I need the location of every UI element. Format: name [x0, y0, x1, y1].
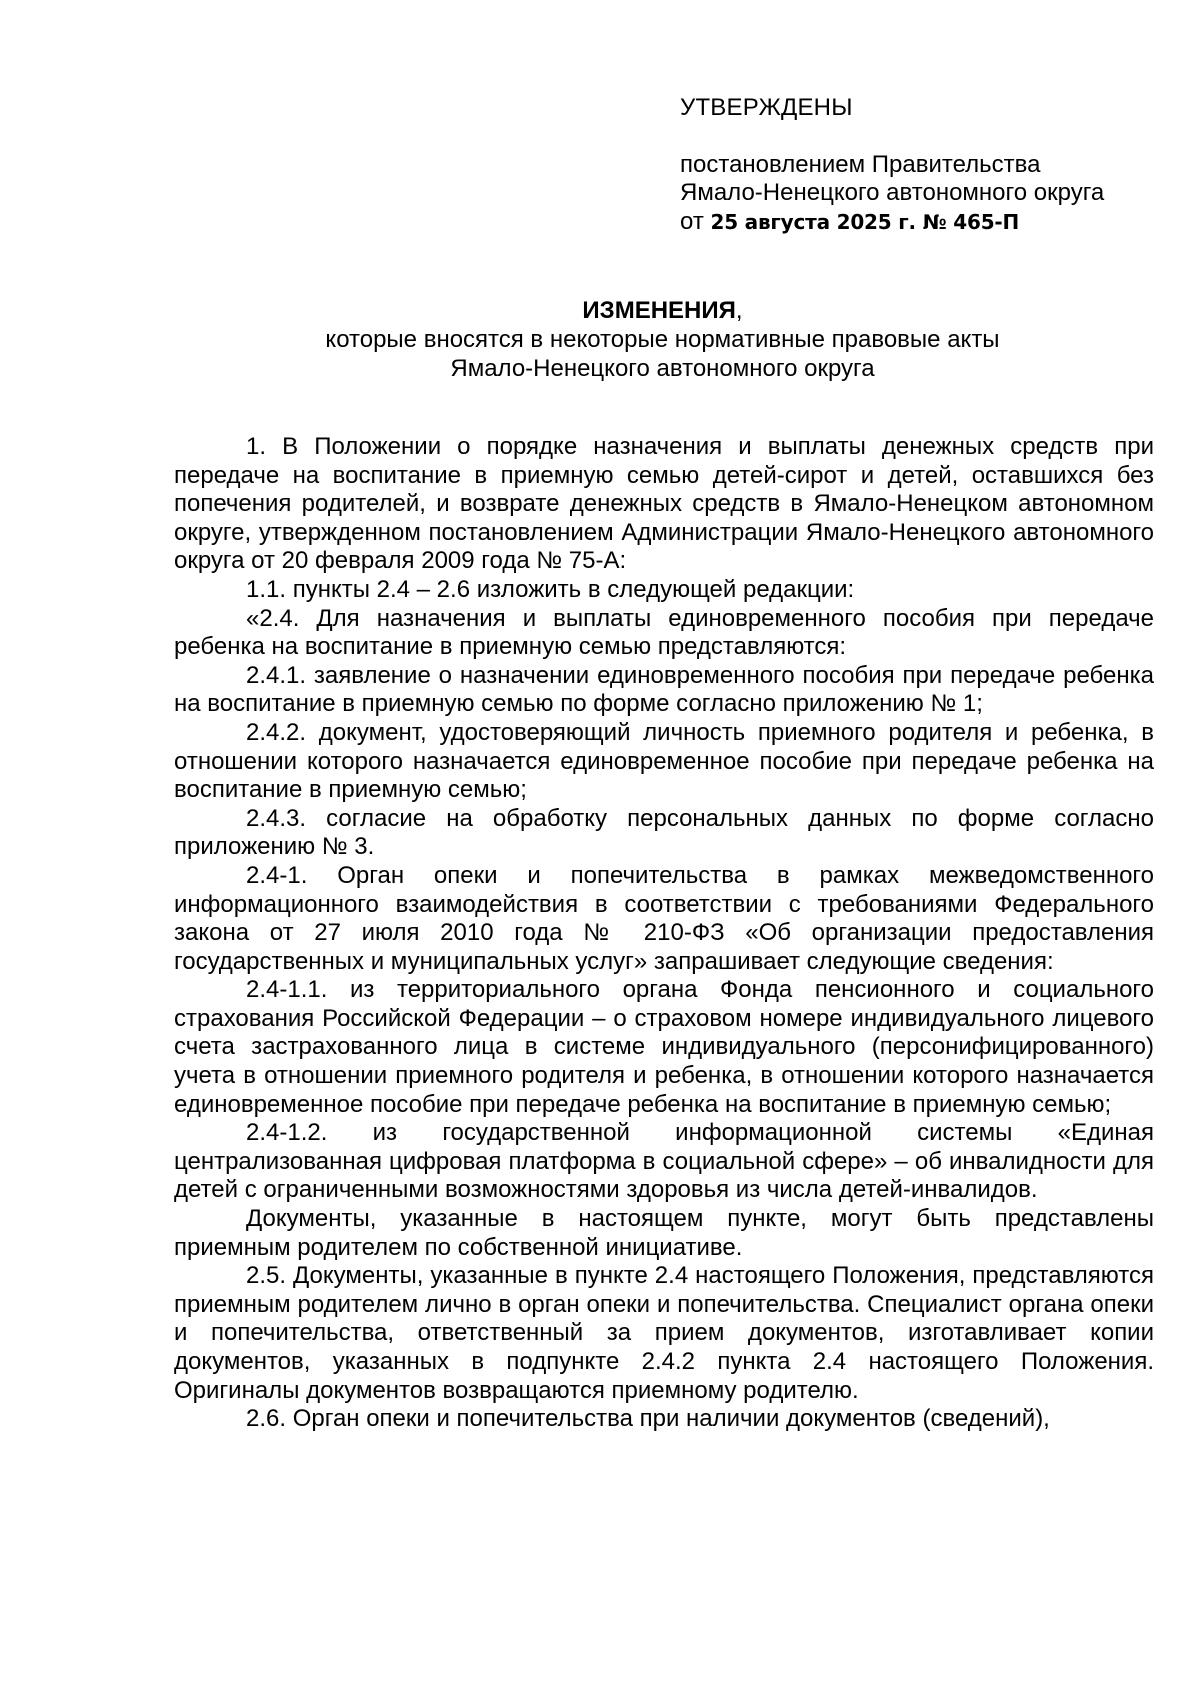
approval-line-2: Ямало-Ненецкого автономного округа: [680, 179, 1105, 206]
heading-subtitle-line-2: Ямало-Ненецкого автономного округа: [450, 355, 875, 382]
heading-title-line: [170, 296, 1155, 325]
approval-date-prefix: от: [680, 207, 704, 235]
paragraph: 1.1. пункты 2.4 – 2.6 изложить в следующей редакции:: [246, 575, 855, 603]
paragraph: 2.5. Документы, указанные в пункте 2.4 настоящего Положения, представляются приемным родителем лично в орган опеки и попечительства. Специалист органа опеки и попечительства, ответственный за прием документов, изготавливает копии документов, указанных в подпункте 2.4.2 пункта 2.4 настоящего Положения. Оригиналы документов возвращаются приемному родителю.: [174, 1262, 1154, 1404]
approval-line-1: постановлением Правительства: [680, 150, 1041, 178]
approval-block: [680, 94, 1160, 236]
heading-title: ИЗМЕНЕНИЯ: [582, 297, 736, 324]
approval-date-line: [680, 208, 1160, 237]
paragraph: «2.4. Для назначения и выплаты единовременного пособия при передаче ребенка на воспитание в приемную семью представляются:: [174, 604, 1154, 661]
paragraph: 2.4.2. документ, удостоверяющий личность приемного родителя и ребенка, в отношении которого назначается единовременное пособие при передаче ребенка на воспитание в приемную семью;: [174, 718, 1154, 804]
paragraph: 2.4-1.2. из государственной информационной системы «Единая централизованная цифровая платформа в социальной сфере» – об инвалидности для детей с ограниченными возможностями здоровья из числа детей-инвалидов.: [174, 1119, 1154, 1204]
paragraph: 2.4.1. заявление о назначении единовременного пособия при передаче ребенка на воспитание в приемную семью по форме согласно приложению № 1;: [174, 661, 1154, 718]
paragraph: 1. В Положении о порядке назначения и выплаты денежных средств при передаче на воспитание в приемную семью детей-сирот и детей, оставшихся без попечения родителей, и возврате денежных средств в Ямало-Ненецком автономном округе, утвержденном постановлением Администрации Ямало-Ненецкого автономного округа от 20 февраля 2009 года № 75-А:: [174, 433, 1154, 575]
paragraph: 2.4-1.1. из территориального органа Фонда пенсионного и социального страхования Российской Федерации – о страховом номере индивидуального лицевого счета застрахованного лица в системе индивидуального (персонифицированного) учета в отношении приемного родителя и ребенка, в отношении которого назначается единовременное пособие при передаче ребенка на воспитание в приемную семью;: [174, 976, 1154, 1118]
heading-title-punct: ,: [735, 297, 743, 324]
paragraph: 2.4.3. согласие на обработку персональных данных по форме согласно приложению № 3.: [174, 804, 1154, 861]
heading-subtitle-line-1: которые вносятся в некоторые нормативные правовые акты: [325, 326, 1000, 353]
document-body: [174, 433, 1154, 1434]
approval-date-value: 25 августа 2025 г. № 465-П: [710, 209, 1020, 234]
paragraph: 2.4-1. Орган опеки и попечительства в рамках межведомственного информационного взаимодействия в соответствии с требованиями Федерального закона от 27 июля 2010 года № 210-ФЗ «Об организации предоставления государственных и муниципальных услуг» запрашивает следующие сведения:: [174, 861, 1154, 975]
document-heading: [170, 296, 1155, 383]
approval-title: УТВЕРЖДЕНЫ: [680, 94, 853, 121]
paragraph: 2.6. Орган опеки и попечительства при наличии документов (сведений),: [246, 1405, 1050, 1433]
paragraph: Документы, указанные в настоящем пункте, могут быть представлены приемным родителем по собственной инициативе.: [174, 1205, 1154, 1261]
